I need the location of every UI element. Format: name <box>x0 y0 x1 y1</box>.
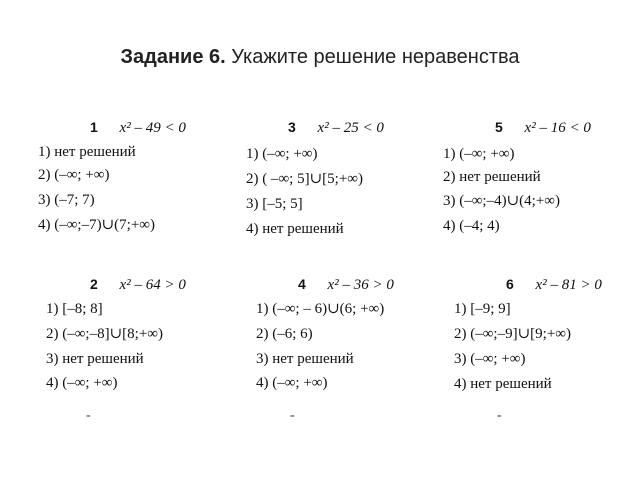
option-4: 4) нет решений <box>246 221 344 237</box>
option-2: 2) ( –∞; 5]∪[5;+∞) <box>246 171 363 187</box>
option-4: 4) нет решений <box>454 376 552 392</box>
option-2: 2) нет решений <box>443 169 541 185</box>
task-header <box>90 277 186 293</box>
option-4: 4) (–∞; +∞) <box>46 375 118 391</box>
option-3: 3) нет решений <box>46 351 144 367</box>
option-4: 4) (–4; 4) <box>443 218 500 234</box>
option-3: 3) (–∞;–4)∪(4;+∞) <box>443 193 560 209</box>
task-header <box>495 120 591 136</box>
option-2: 2) (–∞; +∞) <box>38 167 110 183</box>
option-3: 3) (–∞; +∞) <box>454 351 526 367</box>
task-number: 6 <box>506 276 514 292</box>
task-header <box>288 120 384 136</box>
task-inequality: x² – 16 < 0 <box>524 120 591 136</box>
page-title <box>0 46 640 69</box>
task-header <box>506 277 602 293</box>
option-3: 3) нет решений <box>256 351 354 367</box>
task-inequality: x² – 25 < 0 <box>317 120 384 136</box>
option-4: 4) (–∞;–7)∪(7;+∞) <box>38 217 155 233</box>
option-4: 4) (–∞; +∞) <box>256 375 328 391</box>
option-3: 3) (–7; 7) <box>38 192 95 208</box>
option-2: 2) (–∞;–8]∪[8;+∞) <box>46 326 163 342</box>
option-1: 1) (–∞; +∞) <box>246 146 318 162</box>
task-inequality: x² – 36 > 0 <box>327 277 394 293</box>
option-1: 1) нет решений <box>38 144 136 160</box>
title-label: Задание 6. <box>120 46 226 68</box>
option-1: 1) [–9; 9] <box>454 301 511 317</box>
option-2: 2) (–6; 6) <box>256 326 313 342</box>
task-header <box>90 120 186 136</box>
task-inequality: x² – 81 > 0 <box>535 277 602 293</box>
task-header <box>298 277 394 293</box>
dash-mark: - <box>290 408 295 423</box>
option-2: 2) (–∞;–9]∪[9;+∞) <box>454 326 571 342</box>
task-number: 1 <box>90 119 98 135</box>
option-1: 1) (–∞; – 6)∪(6; +∞) <box>256 301 385 317</box>
dash-mark: - <box>497 408 502 423</box>
task-inequality: x² – 64 > 0 <box>119 277 186 293</box>
option-1: 1) (–∞; +∞) <box>443 146 515 162</box>
option-1: 1) [–8; 8] <box>46 301 103 317</box>
task-number: 3 <box>288 119 296 135</box>
task-number: 2 <box>90 276 98 292</box>
task-number: 4 <box>298 276 306 292</box>
dash-mark: - <box>86 408 91 423</box>
title-text: Укажите решение неравенства <box>231 46 520 68</box>
task-number: 5 <box>495 119 503 135</box>
task-inequality: x² – 49 < 0 <box>119 120 186 136</box>
option-3: 3) [–5; 5] <box>246 196 303 212</box>
